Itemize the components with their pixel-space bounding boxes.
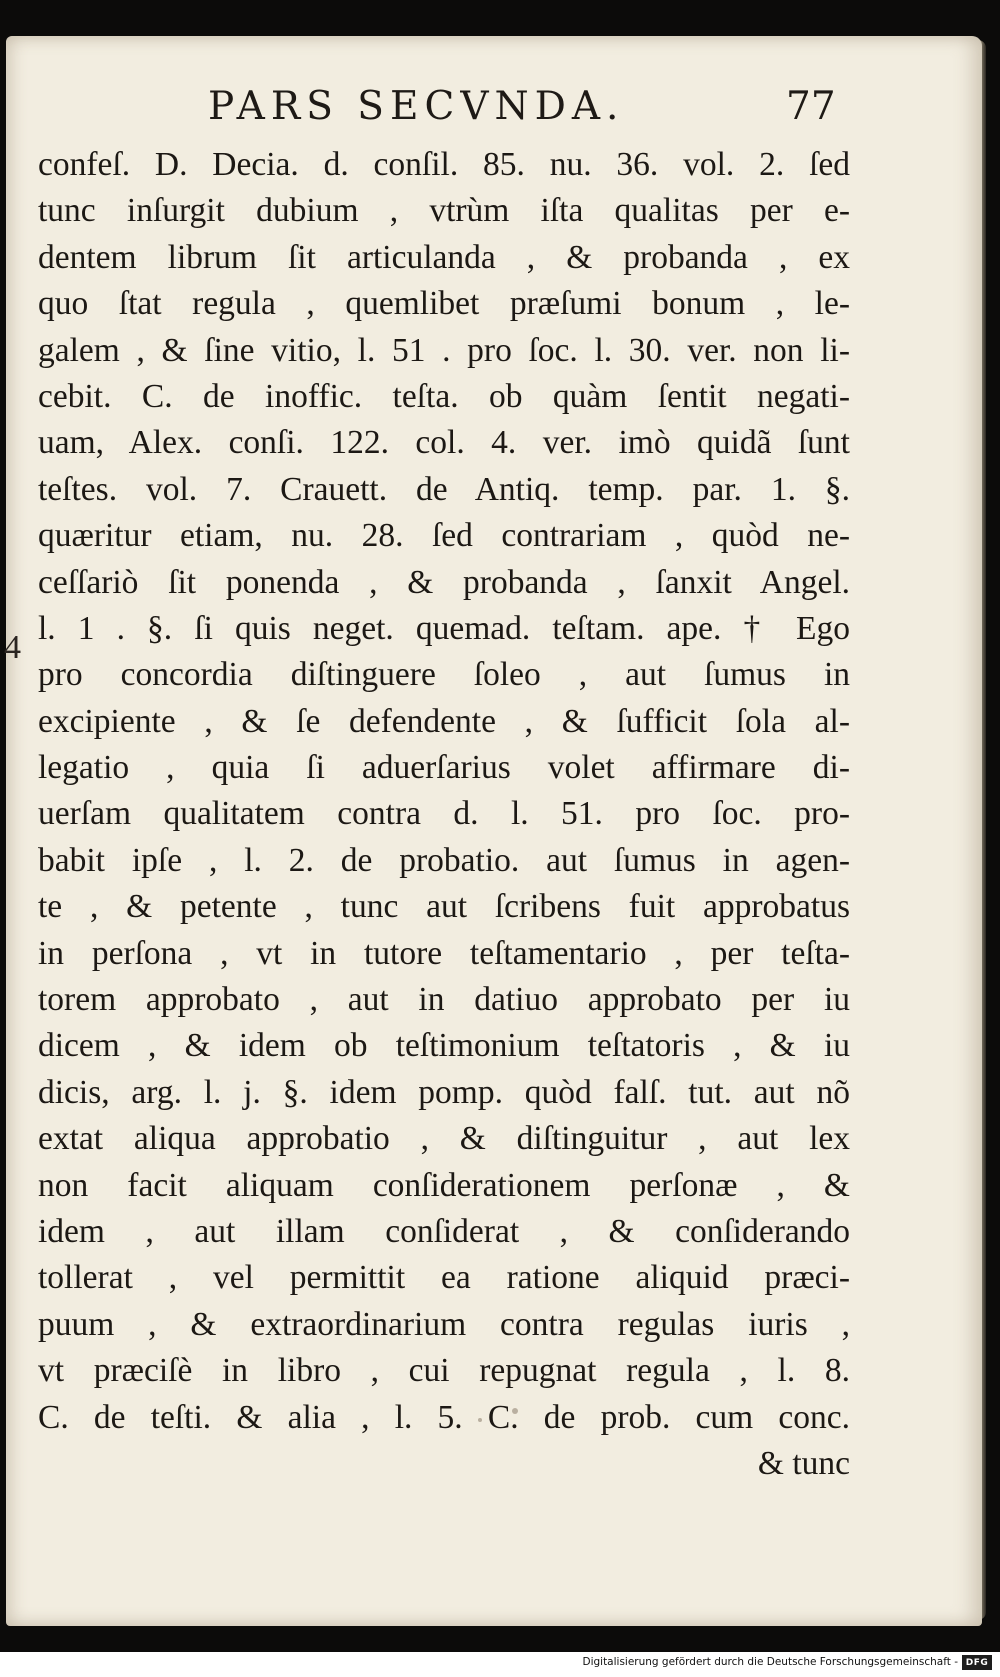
text-line: cebit. C. de inoffic. teſta. ob quàm ſentit negati- [38,377,850,415]
text-line: galem , & ſine vitio, l. 51 . pro ſoc. l. 30. ver. non li- [38,331,850,369]
dfg-logo: DFG [962,1655,992,1670]
text-line: extat aliqua approbatio , & diſtinguitur , aut lex [38,1120,850,1158]
funding-credit: Digitalisierung gefördert durch die Deutsche Forschungsgemeinschaft - [582,1656,958,1668]
text-line: tunc inſurgit dubium , vtrùm iſta qualitas per e- [38,192,850,230]
text-line: torem approbato , aut in datiuo approbato per iu [38,981,850,1019]
text-line: idem , aut illam conſiderat , & conſiderando [38,1212,850,1250]
text-line: babit ipſe , l. 2. de probatio. aut ſumus in agen- [38,841,850,879]
running-title: PARS SECVNDA. [208,84,625,129]
text-line: puum , & extraordinarium contra regulas iuris , [38,1305,850,1343]
text-line: te , & petente , tunc aut ſcribens fuit approbatus [38,888,850,926]
text-line: non facit aliquam conſiderationem perſonæ , & [38,1166,850,1204]
catchword: & tunc [757,1444,850,1482]
text-line: uam, Alex. conſi. 122. col. 4. ver. imò quidã ſunt [38,424,850,462]
text-line: quæritur etiam, nu. 28. ſed contrariam , quòd ne- [38,517,850,555]
running-head [0,82,1000,132]
text-line: excipiente , & ſe defendente , & ſufficit ſola al- [38,702,850,740]
text-line: dicem , & idem ob teſtimonium teſtatoris , & iu [38,1027,850,1065]
text-line: teſtes. vol. 7. Crauett. de Antiq. temp. par. 1. §. [38,470,850,508]
text-line: in perſona , vt in tutore teſtamentario , per teſta- [38,934,850,972]
text-line: C. de teſti. & alia , l. 5. C. de prob. cum conc. [38,1398,850,1436]
text-line: dentem librum ſit articulanda , & probanda , ex [38,238,850,276]
text-line: vt præciſè in libro , cui repugnat regula , l. 8. [38,1352,850,1390]
text-line: dicis, arg. l. j. §. idem pomp. quòd falſ. tut. aut nõ [38,1073,850,1111]
text-line: l. 1 . §. ſi quis neget. quemad. teſtam. ape. † Ego [38,609,850,647]
ink-stain [478,1418,482,1422]
footer-bar [0,1652,1000,1677]
body-text [38,142,850,1487]
text-line: confeſ. D. Decia. d. conſil. 85. nu. 36. vol. 2. ſed [38,146,850,183]
ink-stain [512,1408,518,1414]
text-line: legatio , quia ſi aduerſarius volet affirmare di- [38,749,850,787]
margin-note-number: 4 [4,629,21,666]
text-line: quo ſtat regula , quemlibet præſumi bonum , le- [38,285,850,323]
text-line: uerſam qualitatem contra d. l. 51. pro ſoc. pro- [38,795,850,833]
text-line: tollerat , vel permittit ea ratione aliquid præci- [38,1259,850,1297]
page-number: 77 [786,84,836,129]
text-line: ceſſariò ſit ponenda , & probanda , ſanxit Angel. [38,563,850,601]
text-line: pro concordia diſtinguere ſoleo , aut ſumus in [38,656,850,694]
